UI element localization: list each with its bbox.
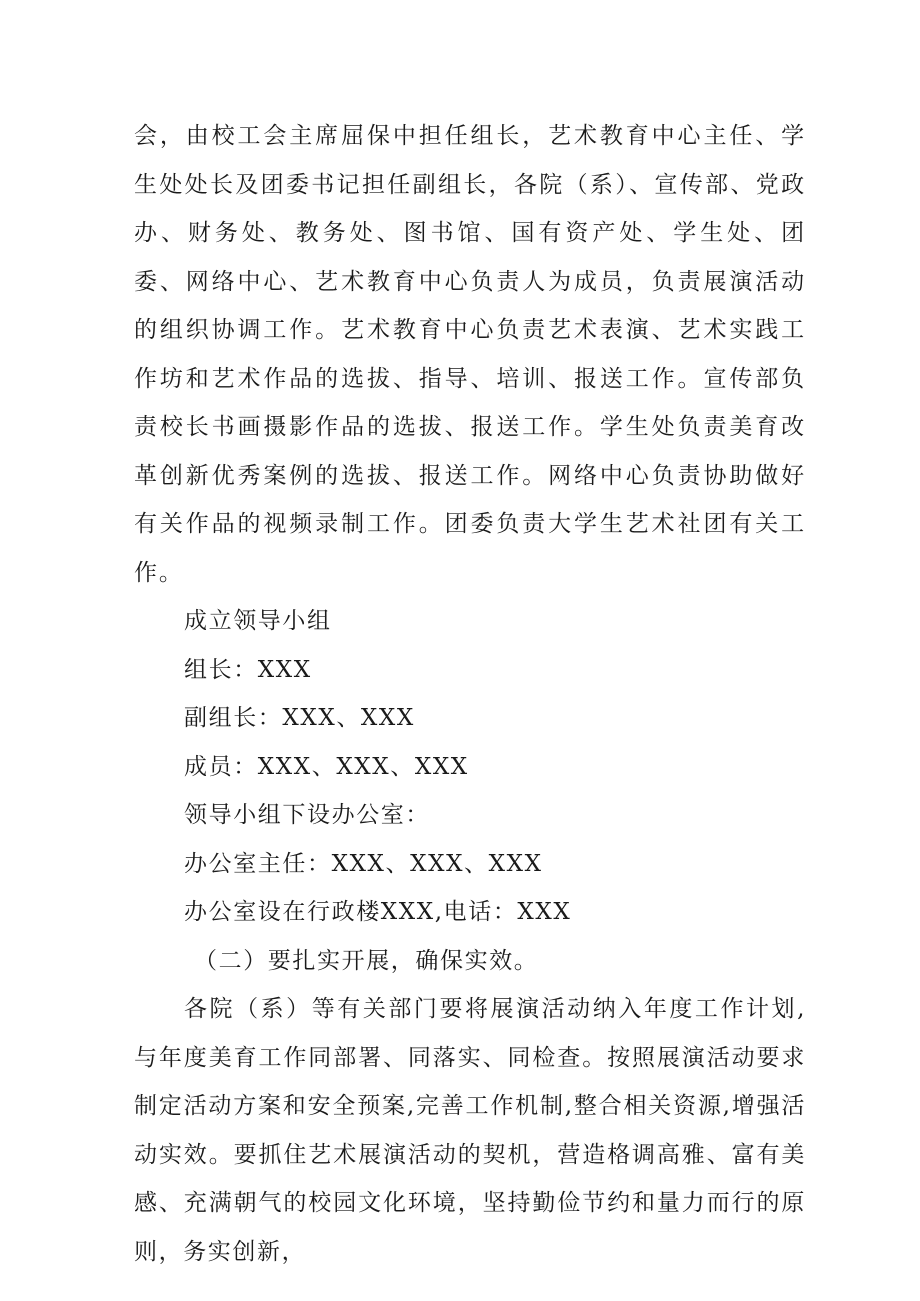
leadership-deputy: 副组长：XXX、XXX <box>184 705 415 731</box>
paragraph-implementation: 各院（系）等有关部门要将展演活动纳入年度工作计划,与年度美育工作同部署、同落实、同检查。按照展演活动要求制定活动方案和安全预案,完善工作机制,整合相关资源,增强活动实效。要抓住艺术展演活动的契机，营造格调高雅、富有美感、充满朝气的校园文化环境，坚持勤俭节约和量力而行的原则，务实创新， <box>134 996 806 1265</box>
office-title: 领导小组下设办公室： <box>184 802 430 828</box>
leadership-leader: 组长：XXX <box>184 656 312 683</box>
leadership-members: 成员：XXX、XXX、XXX <box>184 753 469 780</box>
leadership-title: 成立领导小组 <box>184 608 332 634</box>
office-location: 办公室设在行政楼XXX,电话：XXX <box>184 899 572 925</box>
office-director: 办公室主任：XXX、XXX、XXX <box>184 850 543 877</box>
section-heading: （二）要扎实开展，确保实效。 <box>194 947 539 974</box>
paragraph-organization: 会，由校工会主席屈保中担任组长，艺术教育中心主任、学生处处长及团委书记担任副组长，各院（系）、宣传部、党政办、财务处、教务处、图书馆、国有资产处、学生处、团委、网络中心、艺术教育中心负责人为成员，负责展演活动的组织协调工作。艺术教育中心负责艺术表演、艺术实践工作坊和艺术作品的选拔、指导、培训、报送工作。宣传部负责校长书画摄影作品的选拔、报送工作。学生处负责美育改革创新优秀案例的选拔、报送工作。网络中心负责协助做好有关作品的视频录制工作。团委负责大学生艺术社团有关工作。 <box>134 123 806 586</box>
document-body <box>134 112 806 1276</box>
